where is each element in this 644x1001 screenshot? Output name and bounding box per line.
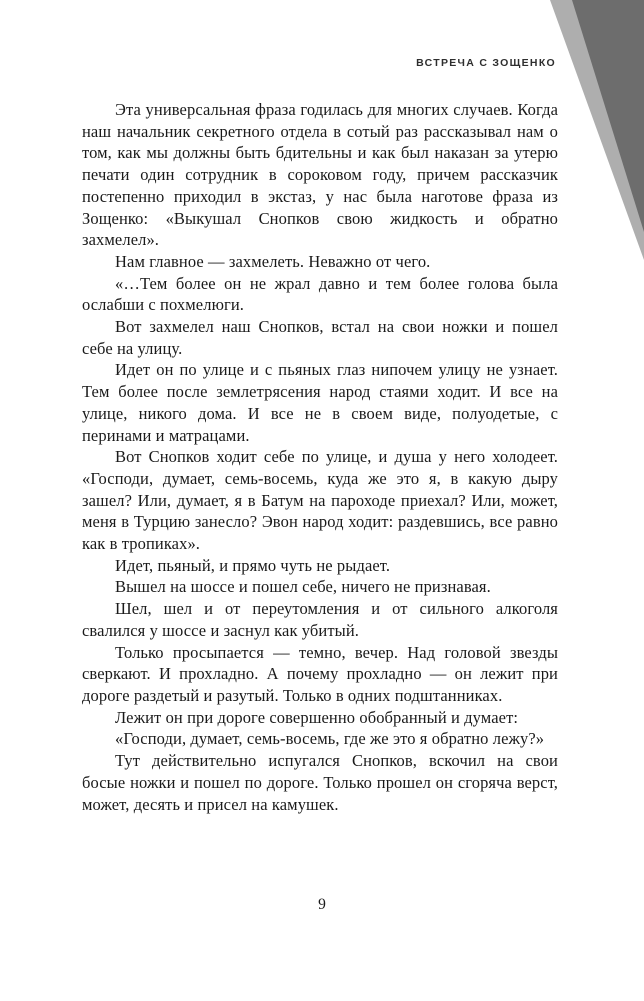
paragraph-3: «…Тем более он не жрал давно и тем более голова была ослабши с похмелюги. <box>82 273 558 315</box>
paragraph-11: Лежит он при дороге совершенно обобранный и думает: <box>115 707 519 727</box>
paragraph-10: Только просыпается — темно, вечер. Над головой звезды сверкают. И прохладно. А почему прохладно — он лежит при дороге раздетый и разутый. Только в одних подштанниках. <box>82 642 558 705</box>
paragraph-4: Вот захмелел наш Снопков, встал на свои ножки и пошел себе на улицу. <box>82 317 558 358</box>
paragraph-9: Шел, шел и от переутомления и от сильного алкоголя свалился у шоссе и заснул как убитый. <box>82 599 558 640</box>
paragraph-7: Идет, пьяный, и прямо чуть не рыдает. <box>115 555 391 575</box>
paragraph-6: Вот Снопков ходит себе по улице, и душа у него холодеет. «Господи, думает, семь-восемь, куда же это я, в какую дыру зашел? Или, думает, я в Батум на пароходе приехал? Или, может, меня в Турцию занесло? Эвон народ ходит: раздевшись, все равно как в тропиках». <box>82 447 558 554</box>
paragraph-13: Тут действительно испугался Снопков, вскочил на свои босые ножки и пошел по дороге. Только прошел он сгоряча верст, может, десять и присел на камушек. <box>82 751 558 814</box>
paragraph-12: «Господи, думает, семь-восемь, где же это я обратно лежу?» <box>115 729 545 749</box>
paragraph-5: Идет он по улице и с пьяных глаз нипочем улицу не узнает. Тем более после землетрясения народ стаями ходит. И все на улице, никого дома. И все не в своем виде, полуодетые, с перинами и матрацами. <box>82 360 558 445</box>
body-text <box>82 99 558 815</box>
paragraph-8: Вышел на шоссе и пошел себе, ничего не признавая. <box>115 577 491 597</box>
running-head: ВСТРЕЧА С ЗОЩЕНКО <box>416 57 556 69</box>
paragraph-1: Эта универсальная фраза годилась для многих случаев. Когда наш начальник секретного отдела в сотый раз рассказывал нам о том, как мы должны быть бдительны и как был наказан за утерю печати один сотрудник в сороковом году, причем рассказчик постепенно приходил в экстаз, у нас была наготове фраза из Зощенко: «Выкушал Снопков свою жидкость и обратно захмелел». <box>82 100 558 250</box>
page-number: 9 <box>318 896 326 913</box>
paragraph-2: Нам главное — захмелеть. Неважно от чего. <box>115 251 431 271</box>
